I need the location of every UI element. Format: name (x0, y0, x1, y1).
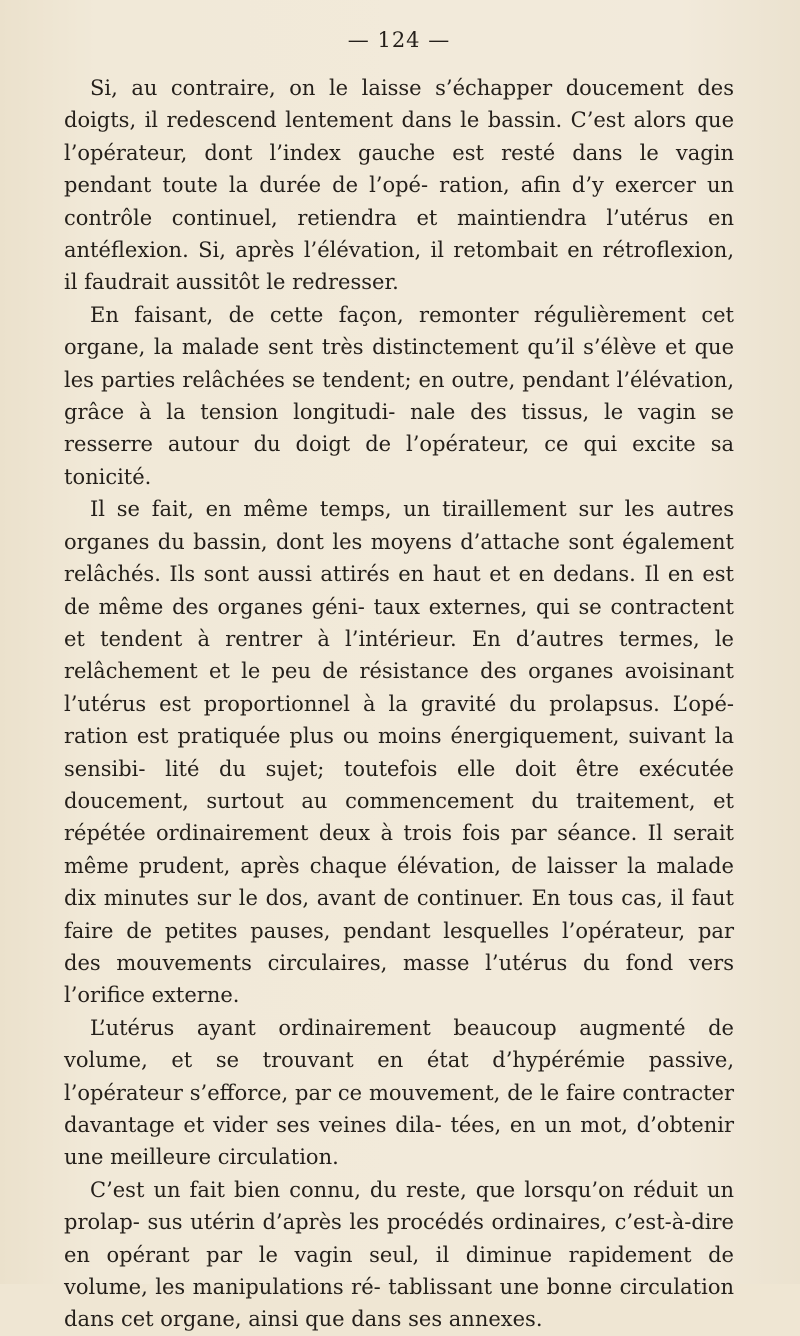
paragraph-2: En faisant, de cette façon, remonter régulièrement cet organe, la malade sent très distinctement qu’il s’élève et que les parties relâchées se tendent; en outre, pendant l’élévation, grâce à la tension longitudi- nale des tissus, le vagin se resserre autour du doigt de l’opérateur, ce qui excite sa tonicité. (64, 302, 734, 489)
paragraph-3: Il se fait, en même temps, un tiraillement sur les autres organes du bassin, dont les moyens d’attache sont également relâchés. Ils sont aussi attirés en haut et en dedans. Il en est de même des organes géni- taux externes, qui se contractent et tendent à rentrer à l’intérieur. En d’autres termes, le relâchement et le peu de résistance des organes avoisinant l’utérus est proportionnel à la gravité du prolapsus. L’opé- ration est pratiquée plus ou moins énergiquement, suivant la sensibi- lité du sujet; toutefois elle doit être exécutée doucement, surtout au commencement du traitement, et répétée ordinairement deux à trois fois par séance. Il serait même prudent, après chaque élévation, de laisser la malade dix minutes sur le dos, avant de continuer. En tous cas, il faut faire de petites pauses, pendant lesquelles l’opérateur, par des mouvements circulaires, masse l’utérus du fond vers l’orifice externe. (64, 497, 734, 1008)
paragraph-5: C’est un fait bien connu, du reste, que lorsqu’on réduit un prolap- sus utérin d’après les procédés ordinaires, c’est-à-dire en opérant par le vagin seul, il diminue rapidement de volume, les manipulations ré- tablissant une bonne circulation dans cet organe, ainsi que dans ses annexes. (64, 1177, 734, 1332)
page-number: — 124 — (347, 28, 451, 52)
paragraph-4: L’utérus ayant ordinairement beaucoup augmenté de volume, et se trouvant en état d’hypérémie passive, l’opérateur s’efforce, par ce mouvement, de le faire contracter davantage et vider ses veines dila- tées, en un mot, d’obtenir une meilleure circulation. (64, 1015, 734, 1170)
paragraph-1: Si, au contraire, on le laisse s’échapper doucement des doigts, il redescend lentement dans le bassin. C’est alors que l’opérateur, dont l’index gauche est resté dans le vagin pendant toute la durée de l’opé- ration, afin d’y exercer un contrôle continuel, retiendra et maintiendra l’utérus en antéflexion. Si, après l’élévation, il retombait en rétroflexion, il faudrait aussitôt le redresser. (64, 76, 734, 295)
